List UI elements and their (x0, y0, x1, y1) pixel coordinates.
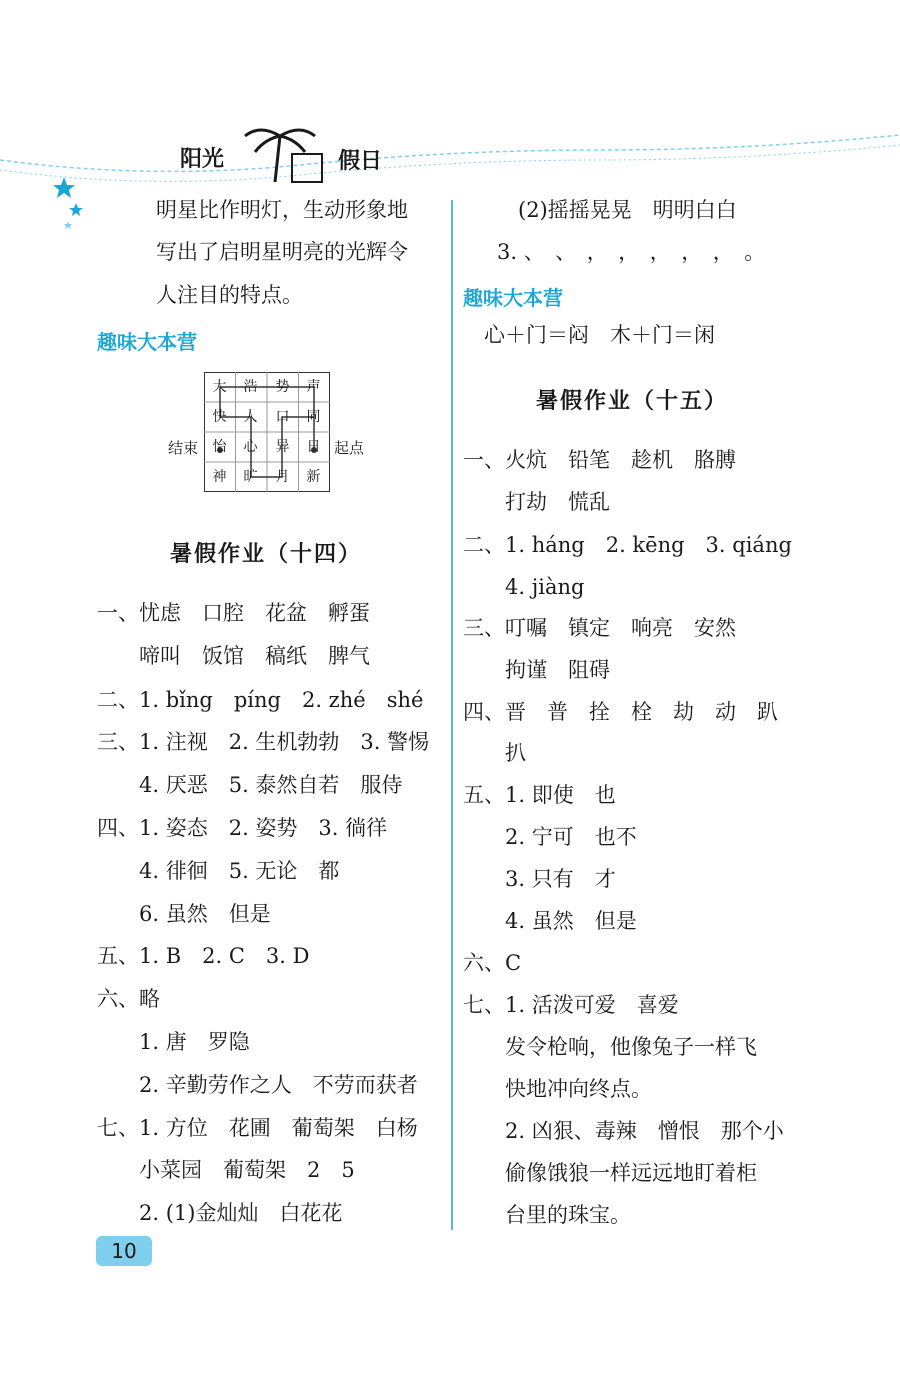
left-answer-line: 五、1. B 2. C 3. D (97, 944, 310, 968)
right-answer-line: 七、1. 活泼可爱 喜爱 (463, 993, 679, 1017)
right-answer-line: 2. 宁可 也不 (463, 825, 637, 849)
left-answer-line: 啼叫 饭馆 稿纸 脾气 (97, 644, 370, 668)
right-answer-line: 4. 虽然 但是 (463, 909, 637, 933)
grid-cell: 大 (212, 379, 227, 395)
star-icon (52, 175, 92, 235)
column-divider (451, 200, 453, 1230)
right-top-line: (2)摇摇晃晃 明明白白 (497, 198, 737, 222)
grid-cell: 口 (275, 409, 290, 425)
grid-cell: 怡 (212, 439, 227, 455)
right-answer-line: 五、1. 即使 也 (463, 783, 616, 807)
right-answer-line: 打劫 慌乱 (463, 490, 610, 514)
right-top-line: 3. 、 、 ， ， ， ， ， 。 (497, 240, 766, 264)
left-answer-line: 六、略 (97, 987, 160, 1011)
grid-cell: 日 (306, 439, 321, 455)
right-answer-line: 二、1. háng 2. kēng 3. qiáng (463, 533, 792, 557)
right-answer-line: 拘谨 阻碍 (463, 658, 610, 682)
right-answer-line: 六、C (463, 951, 522, 975)
grid-cell: 浩 (243, 379, 258, 395)
left-answer-line: 小菜园 葡萄架 2 5 (97, 1158, 355, 1182)
left-intro-line-1: 明星比作明灯，生动形象地 (156, 198, 408, 222)
right-answer-line: 发令枪响，他像兔子一样飞 (463, 1035, 757, 1059)
grid-start-label: 起点 (334, 439, 365, 457)
left-intro-line-3: 人注目的特点。 (156, 283, 303, 307)
right-answer-line: 快地冲向终点。 (463, 1077, 652, 1101)
grid-cell: 月 (275, 469, 290, 485)
grid-cell: 旷 (243, 469, 258, 485)
left-answer-line: 二、1. bǐng píng 2. zhé shé (97, 688, 424, 712)
word-grid-cells (204, 372, 330, 492)
left-answer-line: 七、1. 方位 花圃 葡萄架 白杨 (97, 1116, 418, 1140)
header-wave-decoration (0, 120, 900, 190)
left-heading: 暑假作业（十四） (170, 541, 363, 567)
grid-cell: 神 (212, 469, 227, 485)
left-answer-line: 2. 辛勤劳作之人 不劳而获者 (97, 1073, 418, 1097)
left-answer-line: 6. 虽然 但是 (97, 902, 271, 926)
right-answer-line: 4. jiàng (463, 575, 585, 599)
grid-cell: 势 (275, 379, 290, 395)
left-answer-line: 三、1. 注视 2. 生机勃勃 3. 警惕 (97, 730, 430, 754)
left-answer-line: 1. 唐 罗隐 (97, 1030, 250, 1054)
grid-end-label: 结束 (168, 439, 199, 457)
logo-left-text: 阳光 (180, 147, 225, 172)
right-answer-line: 3. 只有 才 (463, 867, 616, 891)
grid-cell: 新 (306, 469, 321, 485)
right-heading: 暑假作业（十五） (536, 388, 729, 414)
left-answer-line: 一、忧虑 口腔 花盆 孵蛋 (97, 601, 370, 625)
left-answer-line: 2. (1)金灿灿 白花花 (97, 1201, 343, 1225)
grid-cell: 同 (306, 409, 321, 425)
right-section-title: 趣味大本营 (463, 286, 563, 310)
right-answer-line: 偷像饿狼一样远远地盯着柜 (463, 1161, 757, 1185)
left-intro-line-2: 写出了启明星明亮的光辉令 (156, 240, 408, 264)
grid-cell: 心 (243, 439, 258, 455)
page-number: 10 (96, 1236, 152, 1266)
grid-cell: 声 (306, 379, 321, 395)
right-fun-line: 心＋门＝闷 木＋门＝闲 (463, 323, 715, 347)
logo-right-text: 假日 (338, 149, 383, 174)
right-answer-line: 四、晋 普 拴 栓 劫 动 趴 (463, 700, 778, 724)
grid-cell: 异 (275, 439, 290, 455)
right-answer-line: 2. 凶狠、毒辣 憎恨 那个小 (463, 1119, 784, 1143)
grid-cell: 快 (212, 409, 227, 425)
left-answer-line: 4. 徘徊 5. 无论 都 (97, 859, 340, 883)
left-answer-line: 4. 厌恶 5. 泰然自若 服侍 (97, 773, 403, 797)
right-answer-line: 三、叮嘱 镇定 响亮 安然 (463, 616, 736, 640)
left-answer-line: 四、1. 姿态 2. 姿势 3. 徜徉 (97, 816, 388, 840)
right-answer-line: 扒 (463, 741, 526, 765)
left-section-title: 趣味大本营 (97, 330, 197, 354)
grid-cell: 人 (243, 409, 258, 425)
right-answer-line: 一、火炕 铅笔 趁机 胳膊 (463, 448, 736, 472)
right-answer-line: 台里的珠宝。 (463, 1203, 631, 1227)
palm-tree-icon (230, 124, 330, 184)
